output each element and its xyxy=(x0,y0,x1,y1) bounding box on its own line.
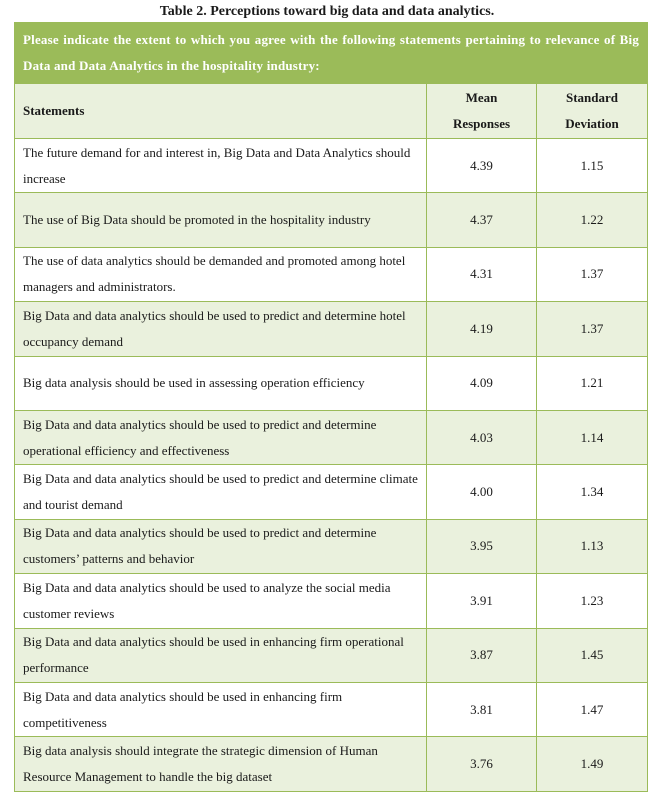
mean-cell: 4.39 xyxy=(427,139,537,193)
sd-cell: 1.14 xyxy=(537,410,648,464)
table-row xyxy=(15,410,648,464)
statement-cell: Big Data and data analytics should be used to predict and determine customers’ patterns and behavior xyxy=(15,519,427,573)
header-mean-line1: Mean xyxy=(465,90,498,105)
sd-cell: 1.13 xyxy=(537,519,648,573)
table-row xyxy=(15,193,648,247)
statement-cell: Big data analysis should be used in assessing operation efficiency xyxy=(15,356,427,410)
statement-cell: Big Data and data analytics should be used to predict and determine hotel occupancy demand xyxy=(15,302,427,356)
statement-cell: The use of Big Data should be promoted in the hospitality industry xyxy=(15,193,427,247)
table-row xyxy=(15,139,648,193)
sd-cell: 1.21 xyxy=(537,356,648,410)
sd-cell: 1.23 xyxy=(537,574,648,628)
header-mean xyxy=(427,84,537,139)
header-statements: Statements xyxy=(15,84,427,139)
statement-cell: Big Data and data analytics should be used in enhancing firm operational performance xyxy=(15,628,427,682)
table-row xyxy=(15,356,648,410)
perceptions-table xyxy=(14,22,648,792)
header-row xyxy=(15,84,648,139)
table-row xyxy=(15,247,648,301)
mean-cell: 3.87 xyxy=(427,628,537,682)
mean-cell: 3.95 xyxy=(427,519,537,573)
sd-cell: 1.22 xyxy=(537,193,648,247)
mean-cell: 4.09 xyxy=(427,356,537,410)
table-row xyxy=(15,737,648,791)
table-row xyxy=(15,302,648,356)
table-row xyxy=(15,465,648,519)
header-mean-line2: Responses xyxy=(452,116,511,131)
mean-cell: 4.03 xyxy=(427,410,537,464)
statement-cell: Big Data and data analytics should be used to predict and determine climate and tourist demand xyxy=(15,465,427,519)
sd-cell: 1.37 xyxy=(537,302,648,356)
mean-cell: 3.81 xyxy=(427,682,537,736)
statement-cell: The use of data analytics should be demanded and promoted among hotel managers and administrators. xyxy=(15,247,427,301)
sd-cell: 1.49 xyxy=(537,737,648,791)
mean-cell: 3.91 xyxy=(427,574,537,628)
table-row xyxy=(15,574,648,628)
sd-cell: 1.45 xyxy=(537,628,648,682)
header-sd-line1: Standard xyxy=(566,90,619,105)
header-sd-line2: Deviation xyxy=(565,116,619,131)
instruction-banner: Please indicate the extent to which you agree with the following statements pertaining to relevance of Big Data and Data Analytics in the hospitality industry: xyxy=(15,23,648,84)
mean-cell: 3.76 xyxy=(427,737,537,791)
mean-cell: 4.31 xyxy=(427,247,537,301)
sd-cell: 1.37 xyxy=(537,247,648,301)
mean-cell: 4.00 xyxy=(427,465,537,519)
sd-cell: 1.47 xyxy=(537,682,648,736)
statement-cell: Big Data and data analytics should be used to predict and determine operational efficiency and effectiveness xyxy=(15,410,427,464)
statement-cell: Big Data and data analytics should be used to analyze the social media customer reviews xyxy=(15,574,427,628)
table-row xyxy=(15,682,648,736)
mean-cell: 4.37 xyxy=(427,193,537,247)
sd-cell: 1.34 xyxy=(537,465,648,519)
table-row xyxy=(15,519,648,573)
statement-cell: The future demand for and interest in, Big Data and Data Analytics should increase xyxy=(15,139,427,193)
mean-cell: 4.19 xyxy=(427,302,537,356)
sd-cell: 1.15 xyxy=(537,139,648,193)
header-sd xyxy=(537,84,648,139)
table-caption: Table 2. Perceptions toward big data and data analytics. xyxy=(159,4,495,19)
table-row xyxy=(15,628,648,682)
statement-cell: Big data analysis should integrate the strategic dimension of Human Resource Management to handle the big dataset xyxy=(15,737,427,791)
statement-cell: Big Data and data analytics should be used in enhancing firm competitiveness xyxy=(15,682,427,736)
